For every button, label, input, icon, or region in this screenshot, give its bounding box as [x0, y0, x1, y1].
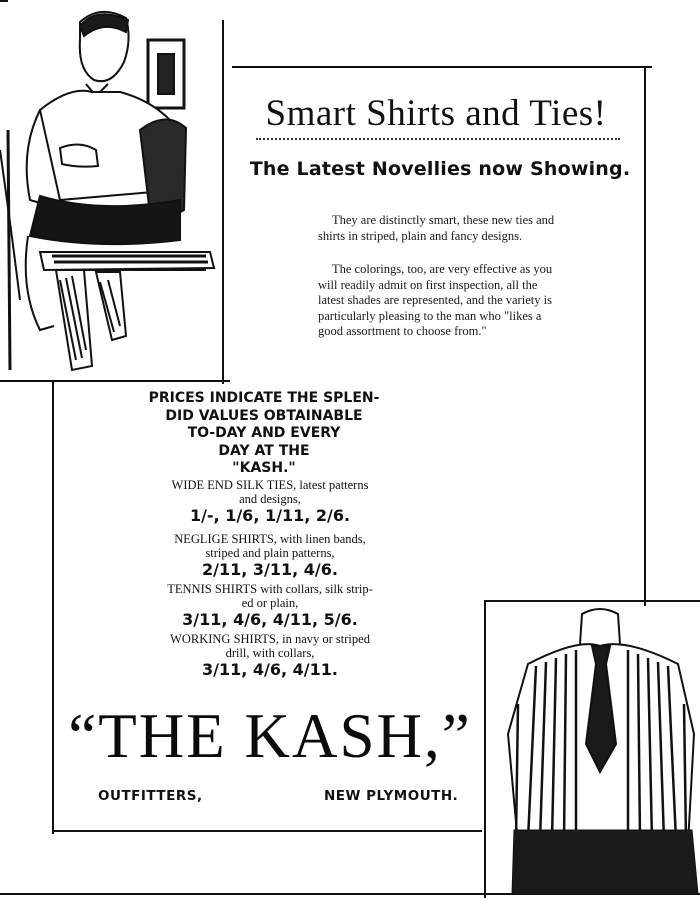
man-with-ties-illustration	[0, 0, 222, 380]
prices-heading-line: PRICES INDICATE THE SPLEN-	[148, 390, 380, 406]
product-silk-ties	[140, 478, 400, 525]
product-description: drill, with collars,	[225, 646, 315, 660]
headline: Smart Shirts and Ties!	[265, 93, 607, 134]
shirt-box-left	[484, 600, 486, 898]
illustration-divider-vertical	[222, 20, 224, 384]
footer-outfitters: OUTFITTERS,	[98, 788, 203, 804]
product-working-shirts	[140, 632, 400, 679]
shirt-box-top	[484, 600, 700, 602]
intro-paragraph-2: The colorings, too, are very effective as you will readily admit on first inspection, all the latest shades are represented, and the variety is particularly pleasing to the man who "likes a good assortment to choose from."	[318, 262, 553, 339]
box-top-rule	[232, 66, 652, 68]
product-prices: 2/11, 3/11, 4/6.	[202, 560, 338, 579]
illustration-divider-horizontal	[0, 380, 230, 382]
intro-paragraph-1: They are distinctly smart, these new ties and shirts in striped, plain and fancy designs.	[318, 213, 555, 243]
product-description: striped and plain patterns,	[205, 546, 335, 560]
product-tennis-shirts	[140, 582, 400, 629]
product-description: NEGLIGE SHIRTS, with linen bands,	[174, 532, 366, 546]
bottom-rule	[52, 830, 482, 832]
prices-heading-line: "KASH."	[232, 460, 296, 476]
prices-heading	[128, 390, 400, 478]
prices-heading-line: TO-DAY AND EVERY	[187, 425, 341, 441]
footer-location: NEW PLYMOUTH.	[324, 788, 459, 804]
product-description: and designs,	[239, 492, 301, 506]
product-description: TENNIS SHIRTS with collars, silk strip-	[167, 582, 373, 596]
product-description: ed or plain,	[241, 596, 299, 610]
headline-underline	[256, 138, 620, 140]
product-description: WORKING SHIRTS, in navy or striped	[170, 632, 370, 646]
product-prices: 3/11, 4/6, 4/11, 5/6.	[182, 610, 358, 629]
prices-heading-line: DID VALUES OBTAINABLE	[165, 407, 363, 424]
product-description: WIDE END SILK TIES, latest patterns	[171, 478, 369, 492]
brand-name: “THE KASH,”	[68, 701, 472, 771]
product-neglige-shirts	[140, 532, 400, 579]
box-right-rule	[644, 66, 646, 606]
striped-shirt-illustration	[488, 604, 700, 894]
subheadline: The Latest Novellies now Showing.	[249, 158, 631, 180]
product-prices: 3/11, 4/6, 4/11.	[202, 660, 338, 679]
prices-heading-line: DAY AT THE	[218, 442, 310, 459]
product-prices: 1/-, 1/6, 1/11, 2/6.	[189, 506, 351, 525]
prices-left-rule	[52, 382, 54, 834]
